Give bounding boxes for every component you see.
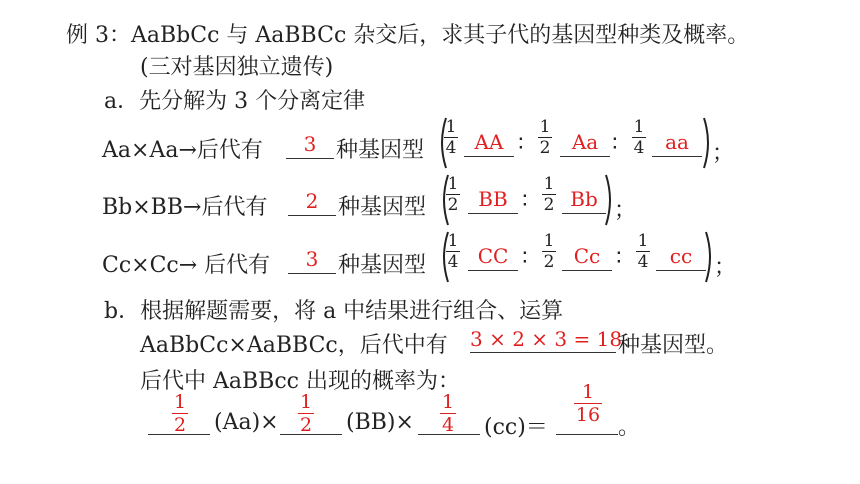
cross-label: Aa×Aa→后代有 <box>102 138 263 163</box>
genotype-answer: CC <box>477 244 509 268</box>
fraction: 1 2 <box>447 174 459 215</box>
fraction: 1 4 <box>447 231 459 272</box>
cross-label: Cc×Cc→ 后代有 <box>102 253 271 278</box>
combine-blank <box>470 352 616 353</box>
genotype-answer: cc <box>669 244 693 268</box>
combine-answer: 3 × 2 × 3 = 18 <box>470 327 623 351</box>
ratio-colon: ∶ <box>522 246 528 271</box>
result-fraction: 1 16 <box>575 381 601 426</box>
unit-label: 种基因型 <box>338 195 427 220</box>
count-blank <box>288 215 336 216</box>
ratio-colon: ∶ <box>522 189 528 214</box>
row-semicolon: ； <box>614 198 637 223</box>
term-label: (BB)× <box>346 410 414 435</box>
example-title: 例 3：AaBbCc 与 AaBBCc 杂交后，求其子代的基因型种类及概率。 <box>66 23 750 48</box>
unit-label: 种基因型 <box>338 253 427 278</box>
answer-fraction: 1 4 <box>441 391 455 436</box>
term-label: (Aa)× <box>214 410 279 435</box>
ratio-colon: ∶ <box>612 132 618 157</box>
count-answer: 3 <box>305 247 319 271</box>
term-label: (cc)＝ <box>484 415 548 440</box>
answer-fraction: 1 2 <box>299 391 313 436</box>
count-blank <box>286 158 334 159</box>
genotype-answer: aa <box>665 130 689 154</box>
fraction: 1 2 <box>539 117 551 158</box>
answer-fraction: 1 2 <box>173 391 187 436</box>
step-a-heading: a．先分解为 3 个分离定律 <box>104 89 366 114</box>
fraction: 1 2 <box>543 231 555 272</box>
count-answer: 2 <box>305 189 319 213</box>
fraction: 1 4 <box>633 117 645 158</box>
unit-label: 种基因型 <box>336 138 425 163</box>
genotype-answer: Bb <box>570 187 598 211</box>
count-blank <box>288 273 336 274</box>
fraction: 1 4 <box>637 231 649 272</box>
row-semicolon: ； <box>714 255 737 280</box>
probability-question: 后代中 AaBBcc 出现的概率为： <box>140 369 460 394</box>
combine-prefix: AaBbCc×AaBBCc，后代中有 <box>140 333 448 358</box>
fraction: 1 4 <box>445 117 457 158</box>
combine-suffix: 种基因型。 <box>618 333 729 358</box>
end-period: 。 <box>618 415 641 440</box>
genotype-answer: Cc <box>573 244 601 268</box>
count-answer: 3 <box>303 132 317 156</box>
genotype-answer: Aa <box>571 130 599 154</box>
genotype-answer: BB <box>478 187 508 211</box>
ratio-colon: ∶ <box>518 132 524 157</box>
step-b-heading: b．根据解题需要，将 a 中结果进行组合、运算 <box>104 299 564 324</box>
row-semicolon: ； <box>712 141 735 166</box>
independence-note: (三对基因独立遗传) <box>140 55 334 80</box>
fraction: 1 2 <box>543 174 555 215</box>
genotype-answer: AA <box>474 130 504 154</box>
ratio-colon: ∶ <box>616 246 622 271</box>
cross-label: Bb×BB→后代有 <box>102 195 268 220</box>
